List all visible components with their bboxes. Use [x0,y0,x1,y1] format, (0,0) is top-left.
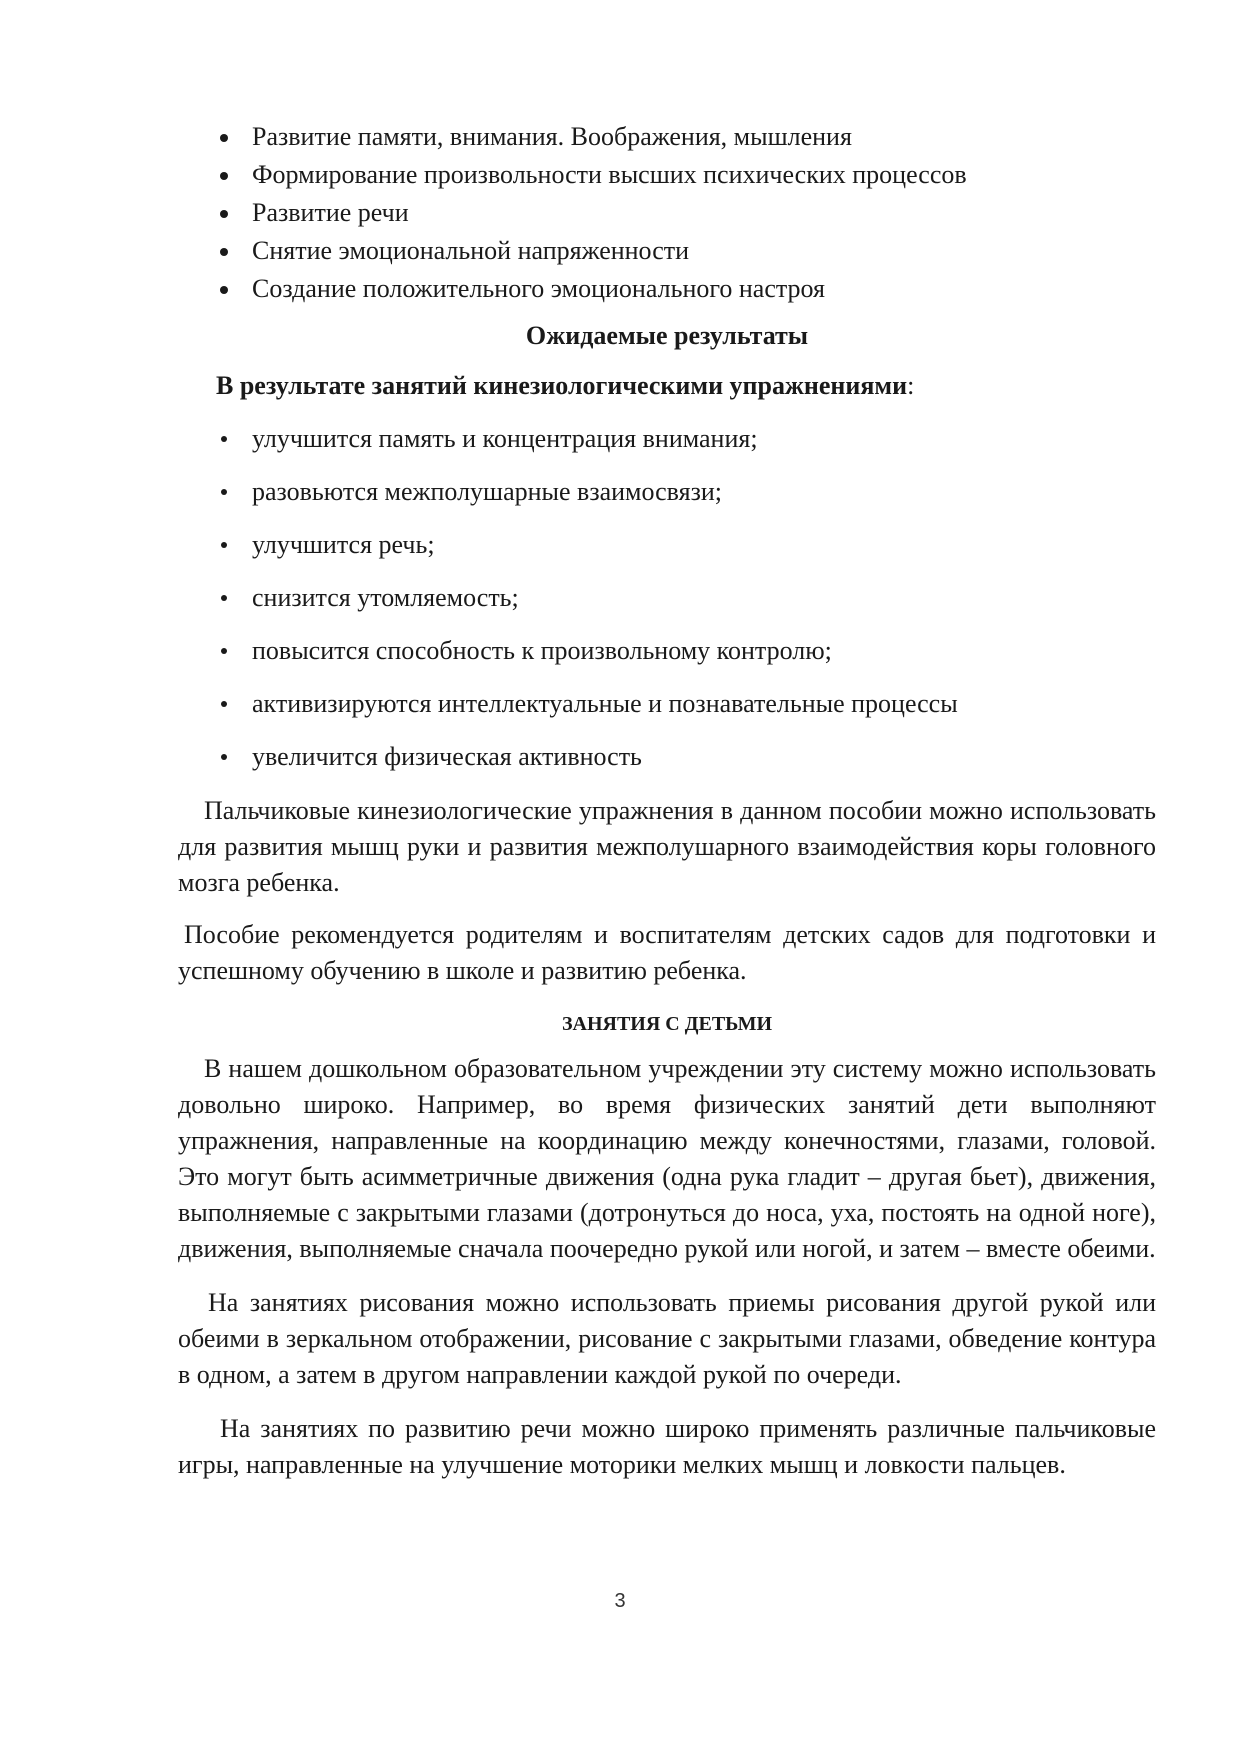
paragraph-classes-3: На занятиях по развитию речи можно широко применять различные пальчиковые игры, направленные на улучшение моторики мелких мышц и ловкости пальцев. [178,1414,1156,1479]
results-list [178,412,1156,783]
paragraph-recommendation: Пособие рекомендуется родителям и воспитателям детских садов для подготовки и успешному обучению в школе и развитию ребенка. [178,920,1156,985]
expected-results-heading: Ожидаемые результаты [525,321,809,350]
list-item-text: улучшится речь; [252,530,435,559]
list-item [178,270,1156,308]
list-item [178,194,1156,232]
list-item-text: повысится способность к произвольному контролю; [252,636,832,665]
page-number: 3 [614,1590,626,1612]
bullet-icon [220,248,228,256]
list-item-text: Развитие речи [252,198,409,227]
paragraph-classes-1: В нашем дошкольном образовательном учреждении эту систему можно использовать довольно широко. Например, во время физических занятий дети выполняют упражнения, направленные на координацию между конечностями, глазами, головой. Это могут быть асимметричные движения (одна рука гладит – другая бьет), движения, выполняемые с закрытыми глазами (дотронуться до носа, уха, постоять на одной ноге), движения, выполняемые сначала поочередно рукой или ногой, и затем – вместе обеими. [178,1054,1156,1263]
list-item-text: Создание положительного эмоционального настроя [252,274,826,303]
list-item [178,412,1156,465]
list-item [178,677,1156,730]
list-item-text: Формирование произвольности высших психических процессов [252,160,967,189]
document-page [178,118,1156,1483]
bullet-icon [221,595,227,601]
paragraph-finger-exercises: Пальчиковые кинезиологические упражнения в данном пособии можно использовать для развития мышц руки и развития межполушарного взаимодействия коры головного мозга ребенка. [178,796,1156,897]
list-item [178,518,1156,571]
bullet-icon [220,210,228,218]
bullet-icon [220,134,228,142]
list-item-text: Снятие эмоциональной напряженности [252,236,690,265]
intro-text: В результате занятий кинезиологическими упражнениями [216,371,908,400]
intro-colon: : [907,371,915,400]
list-item [178,730,1156,783]
list-item [178,571,1156,624]
bullet-icon [221,436,227,442]
bullet-icon [220,286,228,294]
list-item [178,156,1156,194]
goals-list [178,118,1156,308]
list-item [178,624,1156,677]
bullet-icon [221,648,227,654]
list-item [178,465,1156,518]
bullet-icon [221,542,227,548]
list-item [178,232,1156,270]
bullet-icon [220,172,228,180]
bullet-icon [221,701,227,707]
expected-results-intro [216,368,1156,404]
bullet-icon [221,754,227,760]
list-item [178,118,1156,156]
list-item-text: улучшится память и концентрация внимания; [252,424,758,453]
bullet-icon [221,489,227,495]
classes-heading: ЗАНЯТИЯ С ДЕТЬМИ [561,1013,773,1035]
list-item-text: Развитие памяти, внимания. Воображения, мышления [252,122,852,151]
list-item-text: увеличится физическая активность [252,742,642,771]
list-item-text: разовьются межполушарные взаимосвязи; [252,477,722,506]
paragraph-classes-2: На занятиях рисования можно использовать приемы рисования другой рукой или обеими в зеркальном отображении, рисование с закрытыми глазами, обведение контура в одном, а затем в другом направлении каждой рукой по очереди. [178,1288,1156,1389]
list-item-text: снизится утомляемость; [252,583,519,612]
list-item-text: активизируются интеллектуальные и познавательные процессы [252,689,958,718]
